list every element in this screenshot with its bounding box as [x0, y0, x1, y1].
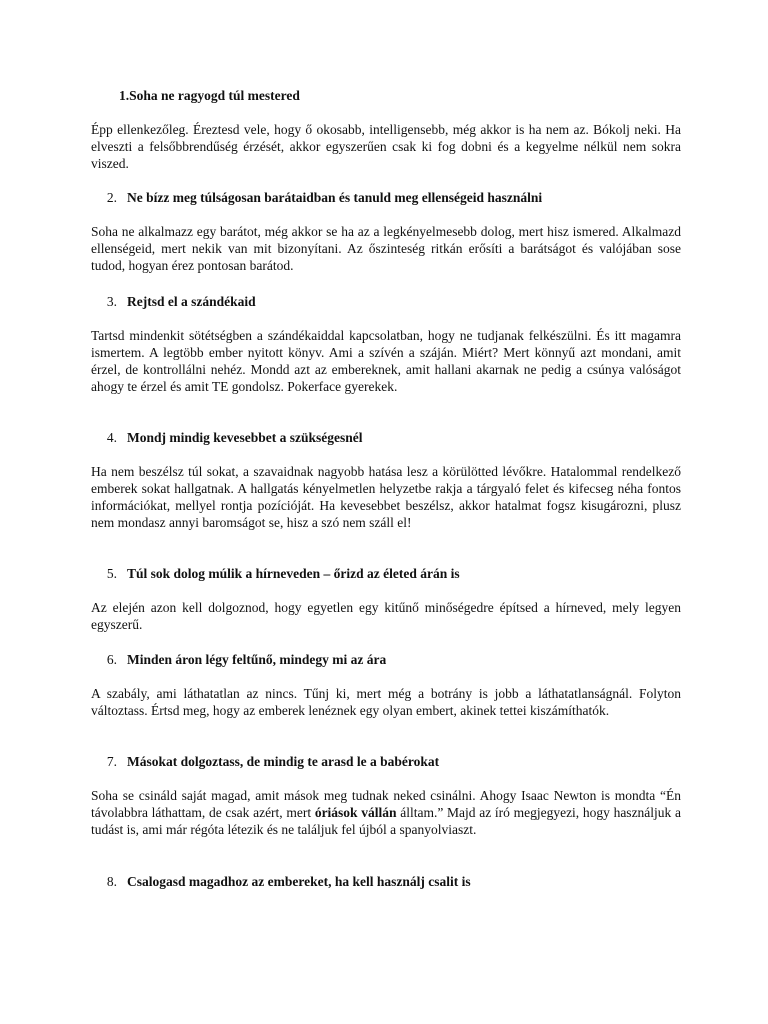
- section-heading-2: [91, 189, 691, 206]
- section-heading-6: [91, 651, 691, 668]
- section-paragraph-6: A szabály, ami láthatatlan az nincs. Tűnj ki, mert még a botrány is jobb a láthatatlanságnál. Folyton változtass. Értsd meg, hogy az emberek lenéznek egy olyan embert, akinek tettei kiszámíthatók.: [91, 686, 681, 718]
- section-title-1: Soha ne ragyogd túl mestered: [129, 88, 300, 103]
- section-number-8: 8.: [106, 874, 117, 889]
- section-title-2: Ne bízz meg túlságosan barátaidban és tanuld meg ellenségeid használni: [127, 190, 543, 205]
- section-heading-5: [91, 565, 691, 582]
- section-heading-7: [91, 753, 691, 770]
- paragraph-7-text-start: Soha se csináld saját magad, amit mások meg tudnak neked csinálni. Ahogy Isaac Newton is mondta “Én távolabbra láthattam, de csak azért, mert: [91, 788, 681, 820]
- section-paragraph-3: Tartsd mindenkit sötétségben a szándékaiddal kapcsolatban, hogy ne tudjanak felkészülni. És itt magamra ismertem. A legtöbb ember nyitott könyv. Ami a szívén a száján. Miért? Mert könnyű azt mondani, amit érzel, de kontrollálni nehéz. Mondd azt az embereknek, amit hallani akarnak ne pedig a csúnya valóságot ahogy te érzel és amit TE gondolsz. Pokerface gyerekek.: [91, 328, 681, 394]
- section-heading-1: [119, 87, 719, 104]
- paragraph-7-text-end: álltam.” Majd az író megjegyezi, hogy használjuk a tudást is, ami már régóta létezik és ne találjuk fel újból a spanyolviaszt.: [91, 805, 681, 837]
- section-number-3: 3.: [106, 294, 117, 309]
- section-paragraph-7: [91, 787, 681, 838]
- section-title-7: Másokat dolgoztass, de mindig te arasd le a babérokat: [127, 754, 440, 769]
- section-paragraph-1: Épp ellenkezőleg. Éreztesd vele, hogy ő okosabb, intelligensebb, még akkor is ha nem az. Bókolj neki. Ha elveszti a felsőbbrendűség érzését, akkor egyszerűen csak ki fog dobni és a kegyelme nélkül nem sokra viszed.: [91, 122, 681, 171]
- section-heading-3: [91, 293, 691, 310]
- section-heading-8: [91, 873, 691, 890]
- section-number-6: 6.: [106, 652, 117, 667]
- section-number-5: 5.: [106, 566, 117, 581]
- section-title-4: Mondj mindig kevesebbet a szükségesnél: [127, 430, 363, 445]
- section-paragraph-2: Soha ne alkalmazz egy barátot, még akkor se ha az a legkényelmesebb dolog, mert hisz ismered. Alkalmazd ellenségeid, mert nekik van mit bizonyítani. Az őszinteség ritkán erősíti a barátságot és valójában sose tudod, hogyan érez pontosan barátod.: [91, 224, 681, 273]
- section-paragraph-4: Ha nem beszélsz túl sokat, a szavaidnak nagyobb hatása lesz a körülötted lévőkre. Hatalommal rendelkező emberek sokat hallgatnak. A hallgatás kényelmetlen helyzetbe rakja a tárgyaló felet és kifecseg néha fontos információkat, mellyel rontja pozícióját. Ha kevesebbet beszélsz, akkor hatalmat fogsz kisugározni, plusz nem mondasz annyi baromságot se, hisz a szó nem száll el!: [91, 464, 681, 530]
- paragraph-7-bold-phrase: óriások vállán: [314, 805, 397, 820]
- section-title-6: Minden áron légy feltűnő, mindegy mi az ára: [127, 652, 387, 667]
- section-title-3: Rejtsd el a szándékaid: [127, 294, 256, 309]
- section-number-1: 1.: [119, 88, 130, 103]
- section-number-4: 4.: [106, 430, 117, 445]
- section-paragraph-5: Az elején azon kell dolgoznod, hogy egyetlen egy kitűnő minőségedre építsed a hírneved, mely legyen egyszerű.: [91, 600, 681, 632]
- section-number-2: 2.: [106, 190, 117, 205]
- section-title-5: Túl sok dolog múlik a hírneveden – őrizd az életed árán is: [127, 566, 460, 581]
- section-number-7: 7.: [106, 754, 117, 769]
- section-heading-4: [91, 429, 691, 446]
- section-title-8: Csalogasd magadhoz az embereket, ha kell használj csalit is: [127, 874, 471, 889]
